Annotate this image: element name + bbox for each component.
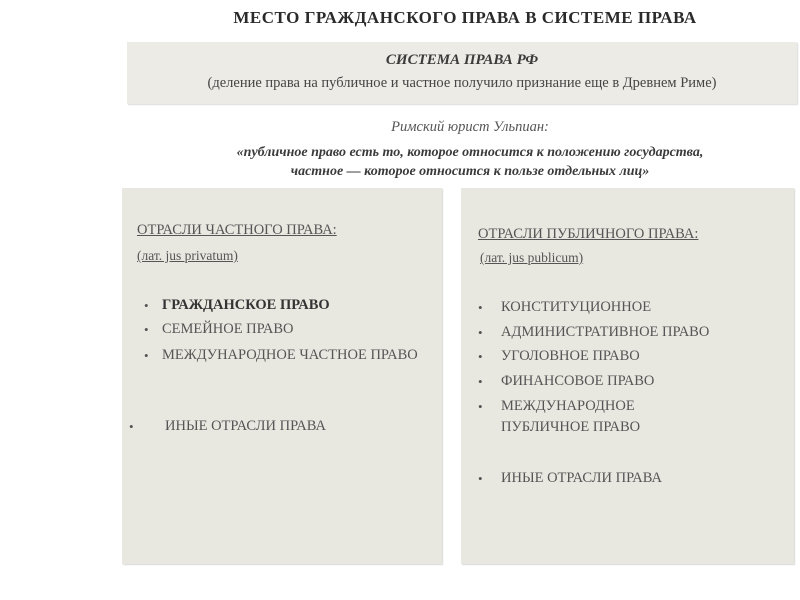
public-law-item: УГОЛОВНОЕ ПРАВО [501,348,640,364]
page-title: МЕСТО ГРАЖДАНСКОГО ПРАВА В СИСТЕМЕ ПРАВА [233,8,697,27]
public-law-panel [461,188,794,564]
system-box [127,42,797,104]
ulpian-quote [160,143,780,181]
public-law-item: КОНСТИТУЦИОННОЕ [501,299,652,315]
bullet-icon: • [478,471,483,486]
private-law-header: ОТРАСЛИ ЧАСТНОГО ПРАВА: [137,222,337,238]
public-law-item: АДМИНИСТРАТИВНОЕ ПРАВО [501,324,710,340]
system-title: СИСТЕМА ПРАВА РФ [385,52,539,68]
bullet-icon: • [144,348,149,363]
bullet-icon: • [144,298,149,313]
system-subtitle: (деление права на публичное и частное получило признание еще в Древнем Риме) [207,75,717,91]
public-law-item: ФИНАНСОВОЕ ПРАВО [501,373,655,389]
bullet-icon: • [478,399,483,414]
public-law-item: ИНЫЕ ОТРАСЛИ ПРАВА [501,470,662,486]
quote-line-1: «публичное право есть то, которое относится к положению государства, [236,145,704,160]
bullet-icon: • [478,349,483,364]
private-law-panel [122,188,442,564]
quote-line-2: частное — которое относится к пользе отдельных лиц» [290,164,650,179]
public-law-header: ОТРАСЛИ ПУБЛИЧНОГО ПРАВА: [478,226,699,242]
jurist-name: Римский юрист Ульпиан: [391,119,549,135]
private-law-item: ИНЫЕ ОТРАСЛИ ПРАВА [165,418,326,434]
public-law-item: МЕЖДУНАРОДНОЕ ПУБЛИЧНОЕ ПРАВО [501,398,641,435]
public-law-latin: (лат. jus publicum) [480,250,584,265]
bullet-icon: • [144,322,149,337]
private-law-item: СЕМЕЙНОЕ ПРАВО [162,321,294,337]
private-law-item: ГРАЖДАНСКОЕ ПРАВО [162,297,330,313]
private-law-item: МЕЖДУНАРОДНОЕ ЧАСТНОЕ ПРАВО [162,347,418,363]
bullet-icon: • [478,374,483,389]
private-law-latin: (лат. jus privatum) [137,248,238,263]
bullet-icon: • [129,419,134,434]
bullet-icon: • [478,325,483,340]
bullet-icon: • [478,300,483,315]
